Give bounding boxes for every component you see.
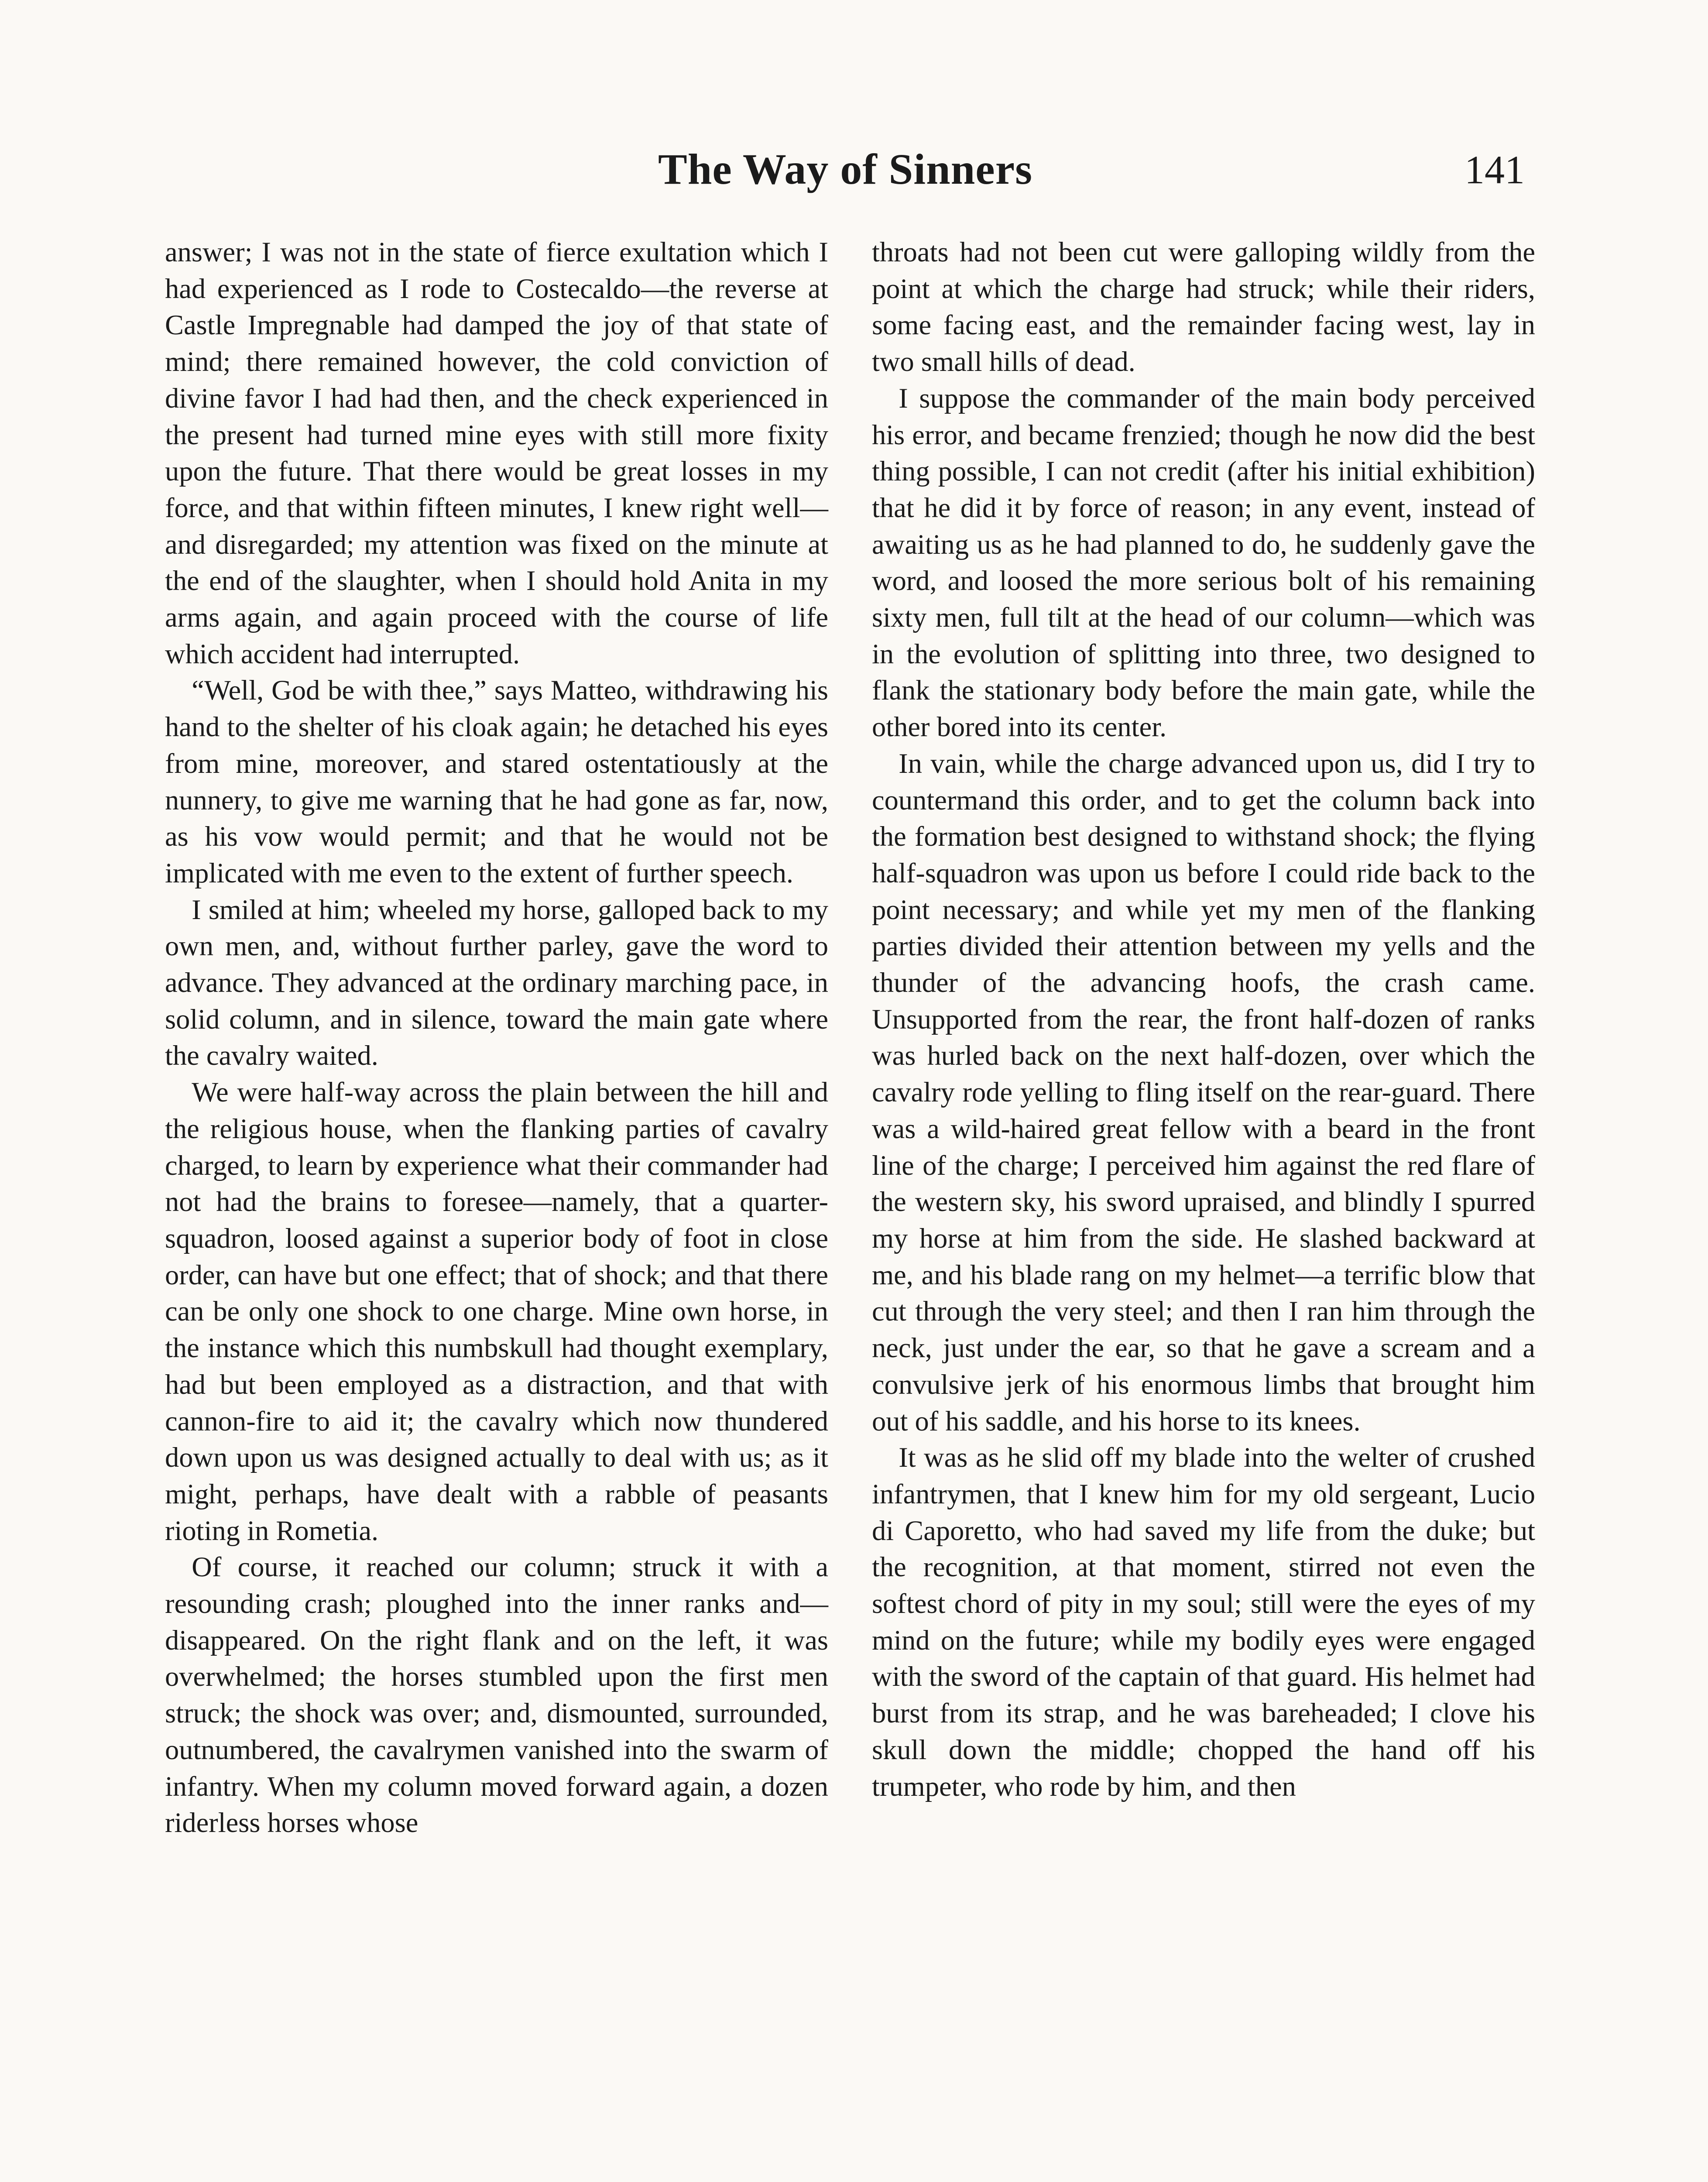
paragraph: answer; I was not in the state of fierce exultation which I had experienced as I rode to Costecaldo—the reverse at Castle Impregnable had damped the joy of that state of mind; there remained however, the cold conviction of divine favor I had had then, and the check experienced in the present had turned mine eyes with still more fixity upon the future. That there would be great losses in my force, and that within fifteen minutes, I knew right well—and disregarded; my attention was fixed on the minute at the end of the slaughter, when I should hold Anita in my arms again, and again proceed with the course of life which accident had interrupted. bbox=[165, 237, 828, 669]
text-columns bbox=[165, 234, 1535, 2182]
paragraph: Of course, it reached our column; struck it with a resounding crash; ploughed into the inner ranks and—disappeared. On the right flank and on the left, it was overwhelmed; the horses stumbled upon the first men struck; the shock was over; and, dismounted, surrounded, outnumbered, the cavalrymen vanished into the swarm of infantry. When my column moved forward again, a dozen riderless horses whose bbox=[165, 1551, 828, 1839]
right-column bbox=[872, 234, 1535, 2182]
page-number: 141 bbox=[1464, 148, 1525, 192]
paragraph: “Well, God be with thee,” says Matteo, withdrawing his hand to the shelter of his cloak again; he detached his eyes from mine, moreover, and stared ostentatiously at the nunnery, to give me warning that he had gone as far, now, as his vow would permit; and that he would not be implicated with me even to the extent of further speech. bbox=[165, 675, 828, 889]
paragraph: I smiled at him; wheeled my horse, galloped back to my own men, and, without further parley, gave the word to advance. They advanced at the ordinary marching pace, in solid column, and in silence, toward the main gate where the cavalry waited. bbox=[165, 894, 828, 1071]
page-title: The Way of Sinners bbox=[658, 145, 1032, 193]
paragraph: I suppose the commander of the main body perceived his error, and became frenzied; though he now did the best thing possible, I can not credit (after his initial exhibition) that he did it by force of reason; in any event, instead of awaiting us as he had planned to do, he suddenly gave the word, and loosed the more serious bolt of his remaining sixty men, full tilt at the head of our column—which was in the evolution of splitting into three, two designed to flank the stationary body before the main gate, while the other bored into its center. bbox=[872, 382, 1535, 743]
left-column bbox=[165, 234, 828, 2182]
paragraph: We were half-way across the plain between the hill and the religious house, when the flanking parties of cavalry charged, to learn by experience what their commander had not had the brains to foresee—namely, that a quarter-squadron, loosed against a superior body of foot in close order, can have but one effect; that of shock; and that there can be only one shock to one charge. Mine own horse, in the instance which this numbskull had thought exemplary, had but been employed as a distraction, and that with cannon-fire to aid it; the cavalry which now thundered down upon us was designed actually to deal with us; as it might, perhaps, have dealt with a rabble of peasants rioting in Rometia. bbox=[165, 1077, 828, 1546]
paragraph: It was as he slid off my blade into the welter of crushed infantrymen, that I knew him for my old sergeant, Lucio di Caporetto, who had saved my life from the duke; but the recognition, at that moment, stirred not even the softest chord of pity in my soul; still were the eyes of my mind on the future; while my bodily eyes were engaged with the sword of the captain of that guard. His helmet had burst from its strap, and he was bareheaded; I clove his skull down the middle; chopped the hand off his trumpeter, who rode by him, and then bbox=[872, 1442, 1535, 1802]
paragraph: In vain, while the charge advanced upon us, did I try to countermand this order, and to get the column back into the formation best designed to withstand shock; the flying half-squadron was upon us before I could ride back to the point necessary; and while yet my men of the flanking parties divided their attention between my yells and the thunder of the advancing hoofs, the crash came. Unsupported from the rear, the front half-dozen of ranks was hurled back on the next half-dozen, over which the cavalry rode yelling to fling itself on the rear-guard. There was a wild-haired great fellow with a beard in the front line of the charge; I perceived him against the red flare of the western sky, his sword upraised, and blindly I spurred my horse at him from the side. He slashed backward at me, and his blade rang on my helmet—a terrific blow that cut through the very steel; and then I ran him through the neck, just under the ear, so that he gave a scream and a convulsive jerk of his enormous limbs that brought him out of his saddle, and his horse to its knees. bbox=[872, 748, 1535, 1437]
running-head bbox=[166, 144, 1525, 209]
paragraph: throats had not been cut were galloping wildly from the point at which the charge had struck; while their riders, some facing east, and the remainder facing west, lay in two small hills of dead. bbox=[872, 237, 1535, 377]
